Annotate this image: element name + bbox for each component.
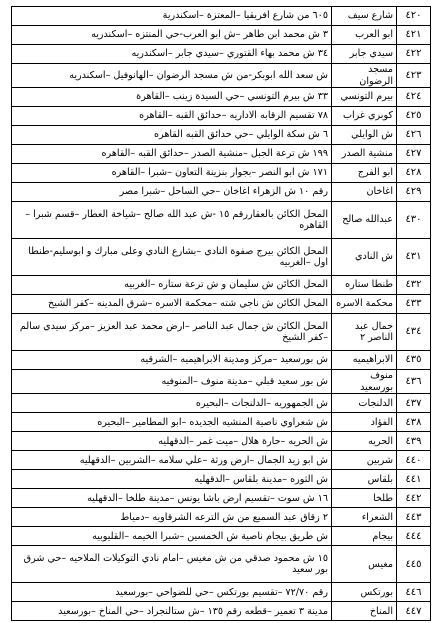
table-row bbox=[12, 370, 431, 394]
branch-address-cell: ش طريق بيجام ناصية ش الخمسين –شبرا الخيمه –القليوبيه bbox=[12, 527, 332, 546]
branch-name-cell: الشعراء bbox=[332, 508, 397, 527]
table-row bbox=[12, 394, 431, 413]
branch-name-cell: بورتكس bbox=[332, 583, 397, 602]
table-row bbox=[12, 88, 431, 107]
branch-address-cell: ٢ زقاق عبد السميع من ش الترعه الشرقاويه –دمياط bbox=[12, 508, 332, 527]
branch-name-cell: مغيس bbox=[332, 546, 397, 583]
table-row bbox=[12, 413, 431, 432]
branch-address-cell: مدينة ٣ تعمير –قطعه رقم ١٣٥ –ش ستالنجراد –حي المناخ –بورسعيد bbox=[12, 602, 332, 621]
branch-name-cell: سيدي جابر bbox=[332, 45, 397, 64]
branch-name-cell: منوف بورسعيد bbox=[332, 370, 397, 394]
branch-number-cell: ٤٣٤ bbox=[397, 314, 431, 351]
branch-number-cell: ٤٤٣ bbox=[397, 508, 431, 527]
branch-number-cell: ٤٢٠ bbox=[397, 7, 431, 26]
branch-address-cell: ش بورسعيد –مركز ومدينة الابراهيميه –الشرقيه bbox=[12, 351, 332, 370]
branch-address-cell: ٦٠٥ من شارع افريقيا –المعتزة –اسكندرية bbox=[12, 7, 332, 26]
table-row bbox=[12, 202, 431, 239]
branch-number-cell: ٤٤٥ bbox=[397, 546, 431, 583]
branch-name-cell: محكمة الاسره bbox=[332, 295, 397, 314]
branch-address-cell: المحل الكائن بيرج صفوة النادي –بشارع النادي وعلى مبارك و ابوسليم-طنطا اول –الغربيه bbox=[12, 239, 332, 276]
table-row bbox=[12, 7, 431, 26]
branch-number-cell: ٤٤٧ bbox=[397, 602, 431, 621]
branch-address-cell: ١٩٩ ش ترعة الجبل –منشية الصدر –حدائق القبه –القاهره bbox=[12, 145, 332, 164]
branch-address-cell: المحل الكائن ش جمال عبد الناصر –ارض محمد عبد العزيز –مركز سيدي سالم –كفر الشيخ bbox=[12, 314, 332, 351]
table-row bbox=[12, 583, 431, 602]
branch-number-cell: ٤٣٥ bbox=[397, 351, 431, 370]
table-row bbox=[12, 508, 431, 527]
branch-number-cell: ٤٤٤ bbox=[397, 527, 431, 546]
branch-address-cell: المحل الكائن ش سليمان و ش ترعة ستاره –الغربيه bbox=[12, 276, 332, 295]
branch-address-cell: ٦ ش سكة الوايلي –حي حدائق القبه القاهره bbox=[12, 126, 332, 145]
branch-number-cell: ٤٣٣ bbox=[397, 295, 431, 314]
branch-number-cell: ٤٢٥ bbox=[397, 107, 431, 126]
table-row bbox=[12, 314, 431, 351]
branch-address-cell: المحل الكائن ش ناجي شته –محكمة الاسره –شرق المدينه –كفر الشيخ bbox=[12, 295, 332, 314]
branch-name-cell: بلقاس bbox=[332, 470, 397, 489]
table-row bbox=[12, 295, 431, 314]
branch-address-cell: ش شعراوي ناصية المنشيه الجديده –ابو المطامير –البحيره bbox=[12, 413, 332, 432]
table-row bbox=[12, 451, 431, 470]
branch-name-cell: الحريه bbox=[332, 432, 397, 451]
table-row bbox=[12, 470, 431, 489]
branch-address-cell: ش ابو زيد الجمال –ارض ورثة –علي سلامه –الشربين –الدقهليه bbox=[12, 451, 332, 470]
branch-number-cell: ٤٤١ bbox=[397, 470, 431, 489]
branch-name-cell: شربين bbox=[332, 451, 397, 470]
branch-address-cell: ش الثوره –مدينة بلقاس –الدقهليه bbox=[12, 470, 332, 489]
branch-name-cell: ابو الفرج bbox=[332, 164, 397, 183]
branch-address-cell: ٣٤ ش محمد بهاء القتوري –سيدي جابر –اسكندريه bbox=[12, 45, 332, 64]
table-row bbox=[12, 602, 431, 621]
branch-name-cell: منشية الصدر bbox=[332, 145, 397, 164]
branch-number-cell: ٤٣٨ bbox=[397, 413, 431, 432]
branch-number-cell: ٤٢٦ bbox=[397, 126, 431, 145]
table-row bbox=[12, 546, 431, 583]
branch-name-cell: ابو العرب bbox=[332, 26, 397, 45]
branch-name-cell: بيرم التونسي bbox=[332, 88, 397, 107]
branch-address-cell: المحل الكائن بالعقاررقم ١٥ -ش عبد الله صالح –شياخة العطار –قسم شبرا –القاهره bbox=[12, 202, 332, 239]
branch-number-cell: ٤٤٦ bbox=[397, 583, 431, 602]
branch-number-cell: ٤٢٧ bbox=[397, 145, 431, 164]
branch-number-cell: ٤٣٦ bbox=[397, 370, 431, 394]
branches-table-body bbox=[12, 7, 431, 621]
branch-name-cell: اغاخان bbox=[332, 183, 397, 202]
branch-name-cell: شارع سيف bbox=[332, 7, 397, 26]
branch-number-cell: ٤٣١ bbox=[397, 239, 431, 276]
branch-name-cell: جمال عبد الناصر ٢ bbox=[332, 314, 397, 351]
branch-name-cell: ش الوايلي bbox=[332, 126, 397, 145]
branch-address-cell: رقم ٧٢/٧٠ –تقسيم بورتكس –حي للضواحي –بورسعيد bbox=[12, 583, 332, 602]
branch-number-cell: ٤٢١ bbox=[397, 26, 431, 45]
branch-address-cell: ش الحريه –حارة هلال –ميت غمر –الدقهليه bbox=[12, 432, 332, 451]
branch-address-cell: ش الجمهوريه –الدلنجات –البحيره bbox=[12, 394, 332, 413]
table-row bbox=[12, 26, 431, 45]
table-row bbox=[12, 164, 431, 183]
branch-name-cell: طنطا ستاره bbox=[332, 276, 397, 295]
table-row bbox=[12, 183, 431, 202]
table-row bbox=[12, 45, 431, 64]
branch-number-cell: ٤٣٩ bbox=[397, 432, 431, 451]
branch-name-cell: الدلنجات bbox=[332, 394, 397, 413]
table-row bbox=[12, 107, 431, 126]
branch-address-cell: ٧٨ تقسيم الرقابه الاداريه –حدائق القبه –القاهره bbox=[12, 107, 332, 126]
branch-name-cell: مسجد الرضوان bbox=[332, 64, 397, 88]
branch-number-cell: ٤٣٠ bbox=[397, 202, 431, 239]
branch-name-cell: بيجام bbox=[332, 527, 397, 546]
table-row bbox=[12, 527, 431, 546]
branch-address-cell: ش سعد الله ابوبكر-من ش مسجد الرضوان –الهانوفيل –اسكندريه bbox=[12, 64, 332, 88]
branch-number-cell: ٤٢٢ bbox=[397, 45, 431, 64]
table-row bbox=[12, 489, 431, 508]
branch-name-cell: كوبري غراب bbox=[332, 107, 397, 126]
branch-name-cell: الفؤاد bbox=[332, 413, 397, 432]
branch-number-cell: ٤٢٤ bbox=[397, 88, 431, 107]
table-row bbox=[12, 351, 431, 370]
branch-address-cell: ١٧١ ش ابو النصر –بجوار بنزينة التعاون –شبرا –القاهره bbox=[12, 164, 332, 183]
branch-number-cell: ٤٢٣ bbox=[397, 64, 431, 88]
branch-name-cell: المناخ bbox=[332, 602, 397, 621]
branch-number-cell: ٤٣٧ bbox=[397, 394, 431, 413]
branch-address-cell: ١٦ ش سوت –تقسيم ارض باشا يونس –مدينة طلخا –الدقهليه bbox=[12, 489, 332, 508]
branch-number-cell: ٤٣٢ bbox=[397, 276, 431, 295]
branch-number-cell: ٤٤٠ bbox=[397, 451, 431, 470]
branch-address-cell: ١٥ ش محمود صدقي من ش مغيس –امام نادي التوكيلات الملاحيه –حي شرق بور سعيد bbox=[12, 546, 332, 583]
branch-name-cell: طلخا bbox=[332, 489, 397, 508]
table-row bbox=[12, 276, 431, 295]
table-row bbox=[12, 145, 431, 164]
branch-address-cell: ٣٣ ش بيرم التونسي –حي السيدة زينب –القاهرة bbox=[12, 88, 332, 107]
table-row bbox=[12, 432, 431, 451]
branch-address-cell: ش بور سعيد قبلي –مدينة منوف –المنوفيه bbox=[12, 370, 332, 394]
branch-number-cell: ٤٢٨ bbox=[397, 164, 431, 183]
branch-name-cell: عبدالله صالح bbox=[332, 202, 397, 239]
branch-address-cell: ٣ ش محمد ابن طاهر –ش ابو العرب-حي المنتزه –اسكندريه bbox=[12, 26, 332, 45]
branch-name-cell: الابراهيميه bbox=[332, 351, 397, 370]
table-row bbox=[12, 126, 431, 145]
branch-name-cell: ش النادي bbox=[332, 239, 397, 276]
branches-table bbox=[11, 6, 431, 621]
branch-address-cell: رقم ١٠ ش الزهراء اغاخان –حي الساحل –شبرا مصر bbox=[12, 183, 332, 202]
branch-number-cell: ٤٢٩ bbox=[397, 183, 431, 202]
branch-number-cell: ٤٤٢ bbox=[397, 489, 431, 508]
table-row bbox=[12, 239, 431, 276]
table-row bbox=[12, 64, 431, 88]
